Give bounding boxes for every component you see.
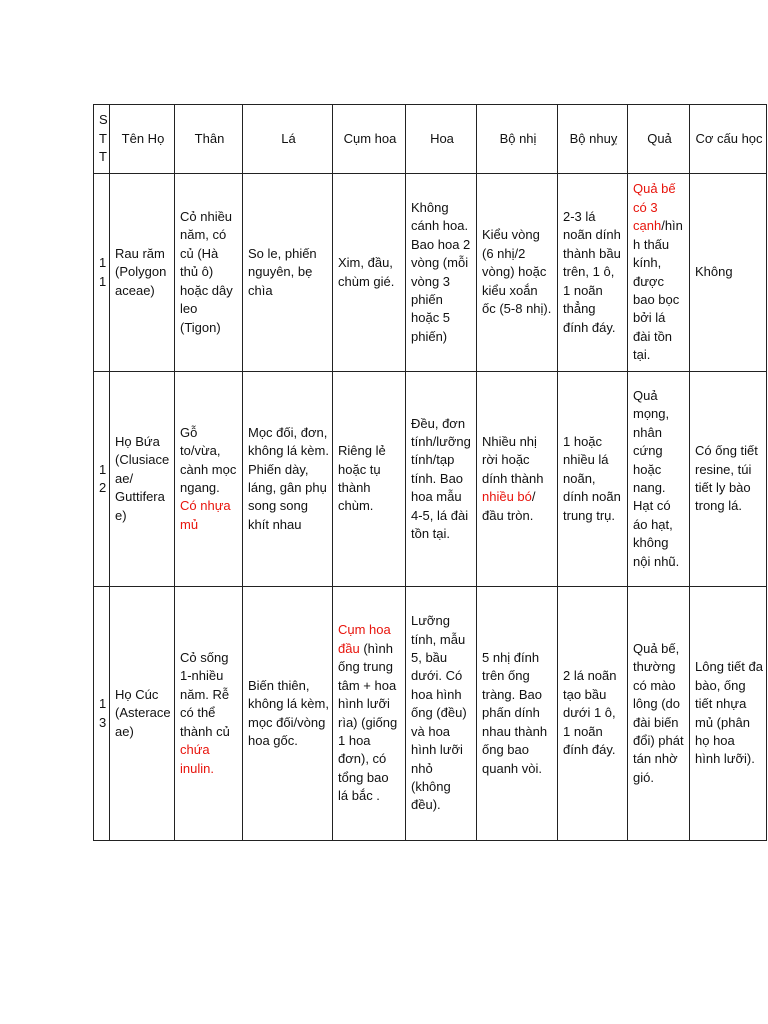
cell-stt: 13 xyxy=(94,587,110,841)
header-la: Lá xyxy=(243,105,333,174)
highlight-text: nhiều bó xyxy=(482,489,532,505)
cell-la: Mọc đối, đơn, không lá kèm. Phiến dày, láng, gân phụ song song khít nhau xyxy=(243,372,333,587)
cell-hoa: Đều, đơn tính/lưỡng tính/tạp tính. Bao hoa mẫu 4-5, lá đài tồn tại. xyxy=(406,372,477,587)
cell-bo-nhi xyxy=(477,372,558,587)
cell-hoa: Không cánh hoa. Bao hoa 2 vòng (mỗi vòng 3 phiến hoặc 5 phiến) xyxy=(406,174,477,372)
highlight-text: Cụm hoa đầu xyxy=(338,622,391,656)
cell-text: /hình thấu kính, được bao bọc bởi lá đài tồn tại. xyxy=(633,218,683,363)
cell-ten-ho: Rau răm (Polygonaceae) xyxy=(110,174,175,372)
table-row xyxy=(94,174,767,372)
highlight-text: chứa inulin. xyxy=(180,742,214,776)
cell-than: Cỏ nhiều năm, có củ (Hà thủ ô) hoặc dây leo (Tigon) xyxy=(175,174,243,372)
header-than: Thân xyxy=(175,105,243,174)
cell-la: So le, phiến nguyên, bẹ chìa xyxy=(243,174,333,372)
cell-cum-hoa: Riêng lẻ hoặc tụ thành chùm. xyxy=(333,372,406,587)
header-cum-hoa: Cụm hoa xyxy=(333,105,406,174)
header-ten-ho: Tên Họ xyxy=(110,105,175,174)
highlight-text: Có nhựa mủ xyxy=(180,498,231,532)
cell-co-cau-hoc: Không xyxy=(690,174,767,372)
cell-co-cau-hoc: Có ống tiết resine, túi tiết ly bào trong lá. xyxy=(690,372,767,587)
cell-text: Nhiều nhị rời hoặc dính thành xyxy=(482,433,544,486)
cell-cum-hoa: Xim, đầu, chùm gié. xyxy=(333,174,406,372)
cell-bo-nhuy: 2 lá noãn tạo bầu dưới 1 ô, 1 noãn đính đáy. xyxy=(558,587,628,841)
cell-co-cau-hoc: Lông tiết đa bào, ống tiết nhựa mủ (phân họ hoa hình lưỡi). xyxy=(690,587,767,841)
cell-than xyxy=(175,587,243,841)
cell-bo-nhuy: 1 hoặc nhiều lá noãn, dính noãn trung trụ. xyxy=(558,372,628,587)
cell-qua: Quả mọng, nhân cứng hoặc nang. Hạt có áo hạt, không nội nhũ. xyxy=(628,372,690,587)
cell-cum-hoa xyxy=(333,587,406,841)
header-hoa: Hoa xyxy=(406,105,477,174)
cell-qua xyxy=(628,174,690,372)
table-row xyxy=(94,372,767,587)
header-co-cau-hoc: Cơ cấu học xyxy=(690,105,767,174)
header-qua: Quả xyxy=(628,105,690,174)
header-row xyxy=(94,105,767,174)
cell-text: Gỗ to/vừa, cành mọc ngang. xyxy=(180,424,237,495)
header-bo-nhi: Bộ nhị xyxy=(477,105,558,174)
cell-la: Biến thiên, không lá kèm, mọc đối/vòng hoa gốc. xyxy=(243,587,333,841)
cell-ten-ho: Họ Cúc (Asteraceae) xyxy=(110,587,175,841)
table-row xyxy=(94,587,767,841)
cell-bo-nhi: Kiểu vòng (6 nhị/2 vòng) hoặc kiểu xoắn ốc (5-8 nhị). xyxy=(477,174,558,372)
cell-qua: Quả bế, thường có mào lông (do đài biến đổi) phát tán nhờ gió. xyxy=(628,587,690,841)
plant-families-table xyxy=(93,104,767,841)
header-bo-nhuy: Bộ nhuỵ xyxy=(558,105,628,174)
cell-stt: 12 xyxy=(94,372,110,587)
cell-than xyxy=(175,372,243,587)
cell-text: Cỏ sống 1-nhiều năm. Rễ có thể thành củ xyxy=(180,650,230,739)
cell-bo-nhuy: 2-3 lá noãn dính thành bầu trên, 1 ô, 1 noãn thẳng đính đáy. xyxy=(558,174,628,372)
cell-stt: 11 xyxy=(94,174,110,372)
cell-hoa: Lưỡng tính, mẫu 5, bầu dưới. Có hoa hình ống (đều) và hoa hình lưỡi nhỏ (không đều). xyxy=(406,587,477,841)
cell-text: (hình ống trung tâm + hoa hình lưỡi rìa) (giống 1 hoa đơn), có tổng bao lá bắc . xyxy=(338,640,398,804)
cell-ten-ho: Họ Bứa (Clusiaceae/ Guttiferae) xyxy=(110,372,175,587)
cell-bo-nhi: 5 nhị đính trên ống tràng. Bao phấn dính nhau thành ống bao quanh vòi. xyxy=(477,587,558,841)
highlight-text: Quả bế có 3 cạnh xyxy=(633,181,676,234)
cell-text: /đầu tròn. xyxy=(482,489,536,523)
header-stt: S T T xyxy=(94,105,110,174)
